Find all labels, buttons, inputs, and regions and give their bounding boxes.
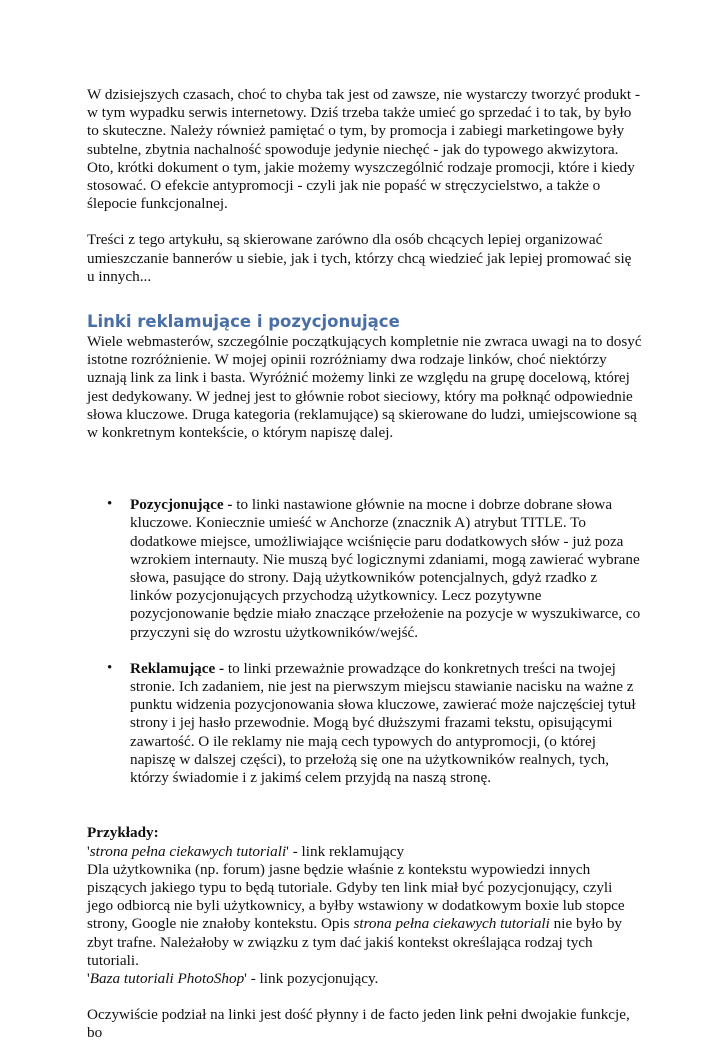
section-heading: Linki reklamujące i pozycjonujące: [87, 312, 400, 332]
example-2-type: ' - link pozycjonujący.: [244, 969, 379, 987]
list-item-pozycjonujace: [87, 496, 642, 642]
section-body: Wiele webmasterów, szczególnie początkujących kompletnie nie zwraca uwagi na to dosyć istotne rozróżnienie. W mojej opinii rozróżniamy dwa rodzaje linków, choć niektórzy uznają link za link i basta. Wyróżnić możemy linki ze względu na grupę docelową, której jest dedykowany. W jednej jest to głównie robot sieciowy, który ma połknąć odpowiednie słowa kluczowe. Druga kategoria (reklamujące) są skierowane do ludzi, umiejscowione są w konkretnym kontekście, o którym napiszę dalej.: [87, 333, 642, 442]
list-item-term: Pozycjonujące -: [130, 496, 233, 514]
bullet-icon: •: [107, 659, 113, 676]
intro-paragraph-1: W dzisiejszych czasach, choć to chyba tak jest od zawsze, nie wystarczy tworzyć produkt - w tym wypadku serwis internetowy. Dziś trzeba także umieć go sprzedać i to tak, by było to skuteczne. Należy również pamiętać o tym, by promocja i zabiegi marketingowe były subtelne, zbytnia nachalność spowoduje jedynie niechęć - jak do typowego akwizytora. Oto, krótki dokument o tym, jakie możemy wyszczególnić rodzaje promocji, które i kiedy stosować. O efekcie antypromocji - czyli jak nie popaść w stręczycielstwo, a także o ślepocie funkcjonalnej.: [87, 86, 641, 213]
example-1-anchor-text: strona pełna ciekawych tutoriali: [89, 842, 287, 860]
examples-heading: Przykłady:: [87, 824, 159, 842]
example-1-type: ' - link reklamujący: [286, 842, 405, 860]
list-item-term: Reklamujące -: [130, 659, 225, 677]
document-page: [87, 86, 642, 1043]
intro-paragraph-2: Treści z tego artykułu, są skierowane zarówno dla osób chcących lepiej organizować umieszczanie bannerów u siebie, jak i tych, którzy chcą wiedzieć jak lepiej promować się u innych...: [87, 231, 632, 285]
example-2-anchor-text: Baza tutoriali PhotoShop: [89, 969, 245, 987]
description-italic: strona pełna ciekawych tutoriali: [353, 915, 550, 933]
example-description: [87, 861, 642, 970]
bullet-icon: •: [107, 496, 113, 513]
list-item-reklamujace: [87, 660, 642, 787]
paragraph-gap: [87, 213, 642, 231]
link-types-list: [87, 496, 642, 787]
description-part-b: nie było by zbyt trafne. Należałoby w związku z tym dać jakiś kontekst określająca rodzaj tych tutoriali.: [87, 915, 623, 969]
closing-paragraph: Oczywiście podział na linki jest dość płynny i de facto jeden link pełni dwojakie funkcje, bo: [87, 1006, 630, 1042]
description-part-a: Dla użytkownika (np. forum) jasne będzie właśnie z kontekstu wypowiedzi innych piszących jakiego typu to będą tutoriale. Gdyby ten link miał być pozycjonujący, czyli jego odbiorcą nie byli użytkownicy, a byłby wstawiony w dodatkowym boxie lub stopce strony, Google nie znałoby kontekstu. Opis: [87, 860, 625, 933]
example-1: [87, 843, 642, 861]
list-item-text: to linki przeważnie prowadzące do konkretnych treści na twojej stronie. Ich zadaniem, nie jest na pierwszym miejscu stawianie nacisku na ważne z punktu widzenia pozycjonowania słowa kluczowe, zawierać może najczęściej tytuł strony i jej hasło przewodnie. Mogą być dłuższymi frazami tekstu, opisującymi zawartość. O ile reklamy nie mają cech typowych do antypromocji, (o której napiszę w dalszej części), to przełożą się one na użytkowników realnych, tych, którzy świadomie i z jakimś celem przyjdą na naszą stronę.: [130, 659, 636, 787]
example-2: [87, 970, 642, 988]
list-item-text: to linki nastawione głównie na mocne i dobrze dobrane słowa kluczowe. Koniecznie umieść w Anchorze (znacznik A) atrybut TITLE. To dodatkowe miejsce, umożliwiające wciśnięcie paru dodatkowych słów - już poza wzrokiem internauty. Nie muszą być logicznymi zdaniami, mogą zawierać wybrane słowa, pasujące do strony. Dają użytkowników potencjalnych, gdyż rzadko z linków pozycjonujących przychodzą użytkownicy. Lecz pozytywne pozycjonowanie będzie miało znaczące przełożenie na pozycje w wyszukiwarce, co przyczyni się do wzrostu użytkowników/wejść.: [130, 496, 641, 641]
quote-mark: ': [87, 969, 90, 987]
quote-mark: ': [87, 842, 90, 860]
